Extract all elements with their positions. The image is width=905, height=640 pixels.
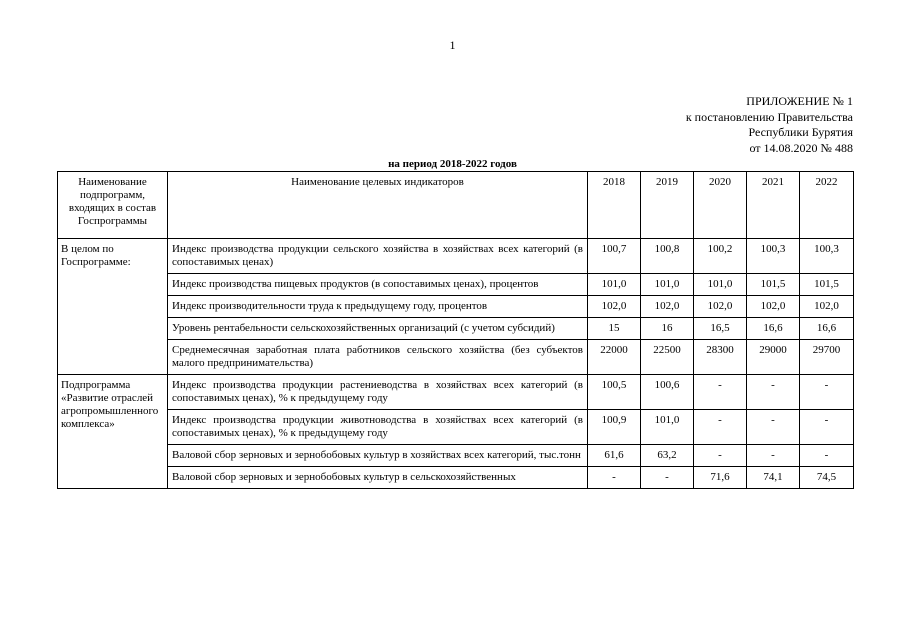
indicator-value: 15 <box>588 318 641 340</box>
indicator-value: - <box>800 445 854 467</box>
indicator-value: 100,7 <box>588 239 641 274</box>
subprogram-name: Подпрограмма «Развитие отраслей агропромышленного комплекса» <box>58 375 168 489</box>
indicator-value: 100,6 <box>641 375 694 410</box>
indicator-value: 100,8 <box>641 239 694 274</box>
indicator-name: Индекс производства продукции растениеводства в хозяйствах всех категорий (в сопоставимых ценах), % к предыдущему году <box>168 375 588 410</box>
indicator-value: 16 <box>641 318 694 340</box>
indicator-value: - <box>747 445 800 467</box>
appendix-line: Республики Бурятия <box>748 125 853 139</box>
indicators-table <box>57 171 854 489</box>
indicator-value: 102,0 <box>588 296 641 318</box>
indicator-value: 29700 <box>800 340 854 375</box>
indicator-value: 101,0 <box>694 274 747 296</box>
appendix-block <box>686 94 853 156</box>
table-row <box>58 410 854 445</box>
table-row <box>58 239 854 274</box>
indicator-value: 74,1 <box>747 467 800 489</box>
table-row <box>58 296 854 318</box>
page-number: 1 <box>449 38 456 52</box>
header-year: 2019 <box>641 172 694 239</box>
indicator-value: - <box>588 467 641 489</box>
indicator-value: 71,6 <box>694 467 747 489</box>
indicator-value: 101,5 <box>800 274 854 296</box>
indicator-value: 101,0 <box>641 274 694 296</box>
header-indicator: Наименование целевых индикаторов <box>168 172 588 239</box>
indicator-name: Валовой сбор зерновых и зернобобовых культур в сельскохозяйственных <box>168 467 588 489</box>
indicator-value: 102,0 <box>641 296 694 318</box>
subprogram-name: В целом по Госпрограмме: <box>58 239 168 375</box>
indicator-name: Индекс производства продукции сельского хозяйства в хозяйствах всех категорий (в сопоставимых ценах) <box>168 239 588 274</box>
appendix-date: от 14.08.2020 № 488 <box>749 140 853 155</box>
indicator-value: 102,0 <box>694 296 747 318</box>
indicator-name: Среднемесячная заработная плата работников сельского хозяйства (без субъектов малого предпринимательства) <box>168 340 588 375</box>
indicator-name: Уровень рентабельности сельскохозяйственных организаций (с учетом субсидий) <box>168 318 588 340</box>
period-title: на период 2018-2022 годов <box>388 158 517 170</box>
indicator-value: 16,6 <box>800 318 854 340</box>
indicator-value: - <box>694 375 747 410</box>
indicator-name: Индекс производства продукции животноводства в хозяйствах всех категорий (в сопоставимых ценах), % к предыдущему году <box>168 410 588 445</box>
table-row <box>58 274 854 296</box>
header-year: 2018 <box>588 172 641 239</box>
indicator-value: 22500 <box>641 340 694 375</box>
indicator-value: - <box>800 410 854 445</box>
indicator-value: 22000 <box>588 340 641 375</box>
indicator-value: 29000 <box>747 340 800 375</box>
table-row <box>58 318 854 340</box>
indicator-value: 100,3 <box>800 239 854 274</box>
indicator-value: 101,0 <box>588 274 641 296</box>
indicator-value: 16,6 <box>747 318 800 340</box>
page-cutoff <box>0 582 905 640</box>
indicator-name: Валовой сбор зерновых и зернобобовых культур в хозяйствах всех категорий, тыс.тонн <box>168 445 588 467</box>
indicator-value: - <box>800 375 854 410</box>
header-year: 2020 <box>694 172 747 239</box>
indicator-value: - <box>694 445 747 467</box>
indicator-value: 101,0 <box>641 410 694 445</box>
table-row <box>58 467 854 489</box>
table-row <box>58 445 854 467</box>
indicator-value: - <box>694 410 747 445</box>
indicator-value: 100,9 <box>588 410 641 445</box>
indicator-value: 100,2 <box>694 239 747 274</box>
table-row <box>58 375 854 410</box>
header-year: 2022 <box>800 172 854 239</box>
indicator-value: 101,5 <box>747 274 800 296</box>
indicator-value: 61,6 <box>588 445 641 467</box>
indicator-value: 16,5 <box>694 318 747 340</box>
header-subprogram: Наименование подпрограмм, входящих в состав Госпрограммы <box>58 172 168 239</box>
header-row <box>58 172 854 239</box>
indicator-value: 74,5 <box>800 467 854 489</box>
indicator-value: - <box>641 467 694 489</box>
table-row <box>58 340 854 375</box>
appendix-title: ПРИЛОЖЕНИЕ № 1 <box>746 94 853 108</box>
indicator-value: - <box>747 375 800 410</box>
indicator-value: 100,5 <box>588 375 641 410</box>
indicator-value: - <box>747 410 800 445</box>
indicator-name: Индекс производительности труда к предыдущему году, процентов <box>168 296 588 318</box>
header-year: 2021 <box>747 172 800 239</box>
appendix-line: к постановлению Правительства <box>685 109 853 124</box>
indicator-value: 100,3 <box>747 239 800 274</box>
indicator-value: 63,2 <box>641 445 694 467</box>
indicator-value: 102,0 <box>800 296 854 318</box>
indicator-value: 28300 <box>694 340 747 375</box>
indicator-name: Индекс производства пищевых продуктов (в сопоставимых ценах), процентов <box>168 274 588 296</box>
indicator-value: 102,0 <box>747 296 800 318</box>
